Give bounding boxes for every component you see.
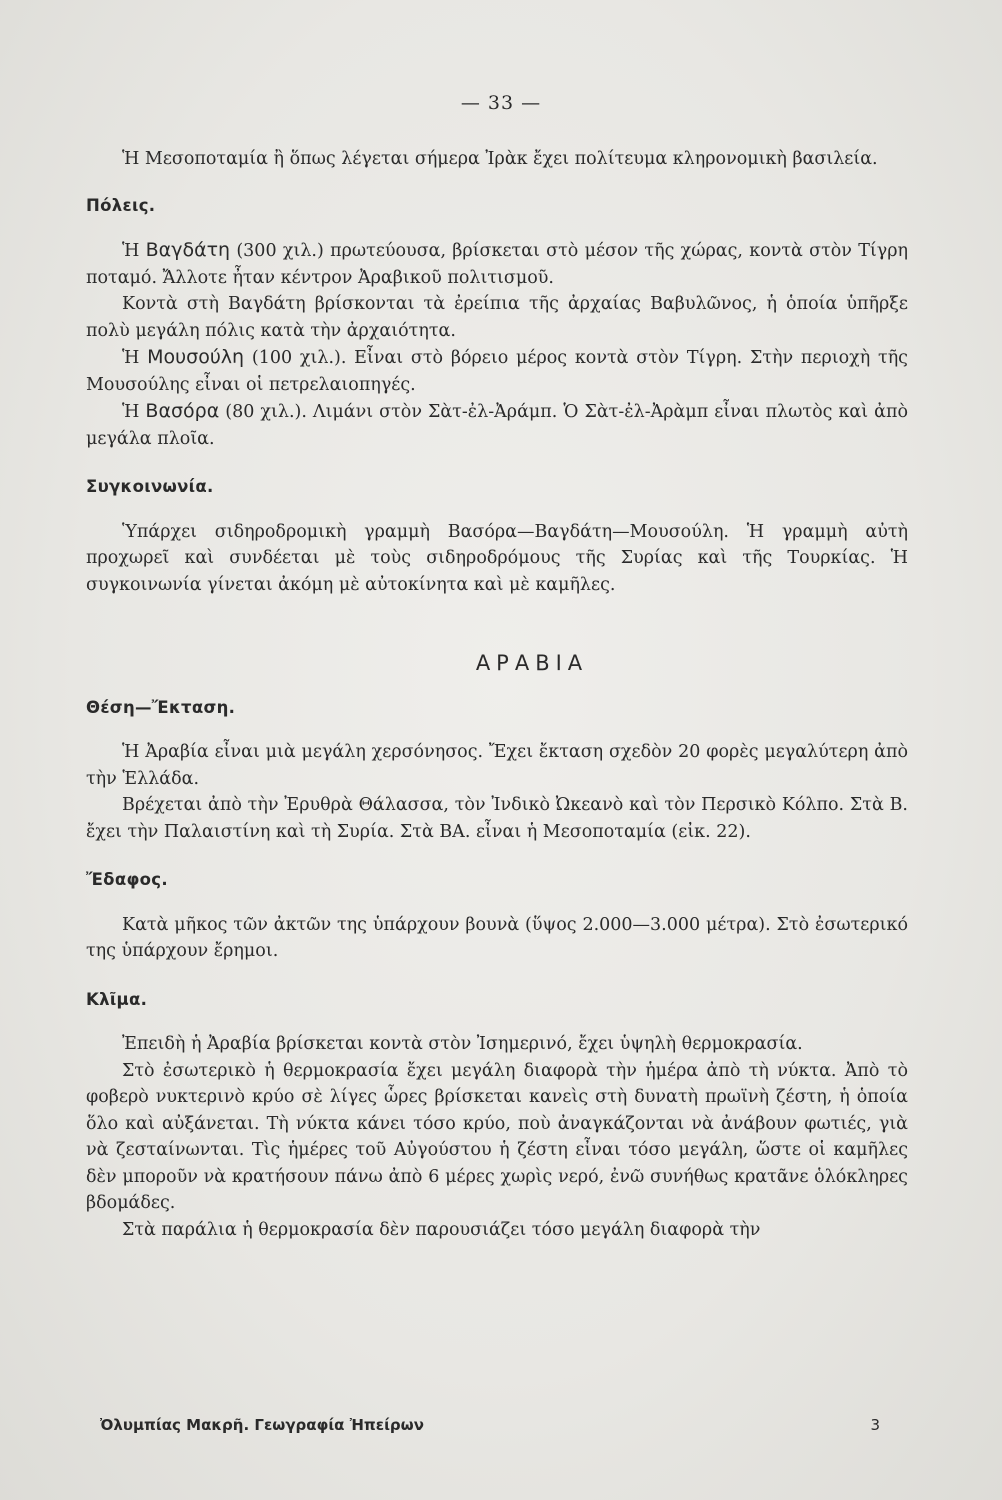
page-footer: [100, 1416, 890, 1434]
basra-text: (80 χιλ.). Λιμάνι στὸν Σὰτ-ἐλ-Ἀράμπ. Ὁ Σὰτ-ἐλ-Ἀρὰμπ εἶναι πλωτὸς καὶ ἀπὸ μεγάλα πλοῖα.: [86, 402, 908, 449]
baghdad-text: (300 χιλ.) πρωτεύουσα, βρίσκεται στὸ μέσον τῆς χώρας, κοντὰ στὸν Τίγρη ποταμό. Ἄλλοτε ἦταν κέντρον Ἀραβικοῦ πολιτισμοῦ.: [86, 241, 908, 288]
mosul-text: (100 χιλ.). Εἶναι στὸ βόρειο μέρος κοντὰ στὸν Τίγρη. Στὴν περιοχὴ τῆς Μουσούλης εἶναι οἱ πετρελαιοπηγές.: [86, 348, 908, 395]
babylon-paragraph: Κοντὰ στὴ Βαγδάτη βρίσκονται τὰ ἐρείπια τῆς ἀρχαίας Βαβυλῶνος, ἡ ὁποία ὑπῆρξε πολὺ μεγάλη πόλις κατὰ τὴν ἀρχαιότητα.: [86, 294, 908, 341]
climate-paragraph-2: Στὸ ἐσωτερικὸ ἡ θερμοκρασία ἔχει μεγάλη διαφορὰ τὴν ἡμέρα ἀπὸ τὴ νύκτα. Ἀπὸ τὸ φοβερὸ νυκτερινὸ κρύο σὲ λίγες ὧρες βρίσκεται κανεὶς στὴ δυνατὴ πρωϊνὴ ζέστη, ἡ ὁποία ὅλο καὶ αὐξάνεται. Τὴ νύκτα κάνει τόσο κρύο, ποὺ ἀναγκάζονται νὰ ἀνάβουν φωτιές, γιὰ νὰ ζεσταίνωνται. Τὶς ἡμέρες τοῦ Αὐγούστου ἡ ζέστη εἶναι τόσο μεγάλη, ὥστε οἱ καμῆλες δὲν μποροῦν νὰ κρατήσουν πάνω ἀπὸ 6 μέρες χωρὶς νερό, ἐνῶ συνήθως κρατᾶνε ὁλόκληρες βδομάδες.: [86, 1060, 908, 1213]
intro-paragraph: Ἡ Μεσοποταμία ἢ ὅπως λέγεται σήμερα Ἰρὰκ ἔχει πολίτευμα κληρονομικὴ βασιλεία.: [122, 149, 878, 169]
basra-article: Ἡ: [122, 402, 146, 422]
climate-heading: Κλῖμα.: [86, 989, 148, 1009]
communication-heading: Συγκοινωνία.: [86, 477, 214, 496]
basra-paragraph: [86, 398, 908, 452]
soil-paragraph: Κατὰ μῆκος τῶν ἀκτῶν της ὑπάρχουν βουνὰ (ὕψος 2.000—3.000 μέτρα). Στὸ ἐσωτερικό της ὑπάρχουν ἔρημοι.: [86, 914, 908, 961]
mosul-name: Μουσούλη: [147, 346, 245, 368]
section-title-arabia: ΑΡΑΒΙΑ: [475, 651, 589, 675]
climate-paragraph-3: Στὰ παράλια ἡ θερμοκρασία δὲν παρουσιάζει τόσο μεγάλη διαφορὰ τὴν: [122, 1219, 761, 1240]
mosul-paragraph: [86, 344, 908, 398]
position-paragraph-1: Ἡ Ἀραβία εἶναι μιὰ μεγάλη χερσόνησος. Ἔχει ἔκταση σχεδὸν 20 φορὲς μεγαλύτερη ἀπὸ τὴν Ἑλλάδα.: [86, 742, 908, 789]
cities-heading: Πόλεις.: [86, 195, 156, 215]
page-number: — 33 —: [460, 92, 542, 114]
position-paragraph-2: Βρέχεται ἀπὸ τὴν Ἐρυθρὰ Θάλασσα, τὸν Ἰνδικὸ Ὠκεανὸ καὶ τὸν Περσικὸ Κόλπο. Στὰ Β. ἔχει τὴν Παλαιστίνη καὶ τὴ Συρία. Στὰ ΒΑ. εἶναι ἡ Μεσοποταμία (εἰκ. 22).: [86, 795, 908, 842]
footer-book-title: Ὀλυμπίας Μακρῆ. Γεωγραφία Ἠπείρων: [100, 1416, 424, 1434]
climate-paragraph-1: Ἐπειδὴ ἡ Ἀραβία βρίσκεται κοντὰ στὸν Ἰσημερινό, ἔχει ὑψηλὴ θερμοκρασία.: [122, 1034, 803, 1054]
baghdad-paragraph: [86, 237, 908, 291]
printer-signature: 3: [870, 1416, 880, 1434]
page-body: [86, 146, 908, 1243]
baghdad-article: Ἡ: [122, 241, 146, 261]
position-heading: Θέση—Ἔκταση.: [86, 697, 236, 717]
baghdad-name: Βαγδάτη: [145, 239, 231, 261]
soil-heading: Ἔδαφος.: [86, 870, 168, 889]
communication-paragraph: Ὑπάρχει σιδηροδρομικὴ γραμμὴ Βασόρα—Βαγδάτη—Μουσούλη. Ἡ γραμμὴ αὐτὴ προχωρεῖ καὶ συνδέεται μὲ τοὺς σιδηροδρόμους τῆς Συρίας καὶ τῆς Τουρκίας. Ἡ συγκοινωνία γίνεται ἀκόμη μὲ αὐτοκίνητα καὶ μὲ καμῆλες.: [86, 521, 908, 595]
mosul-article: Ἡ: [122, 348, 148, 368]
basra-name: Βασόρα: [145, 400, 220, 422]
